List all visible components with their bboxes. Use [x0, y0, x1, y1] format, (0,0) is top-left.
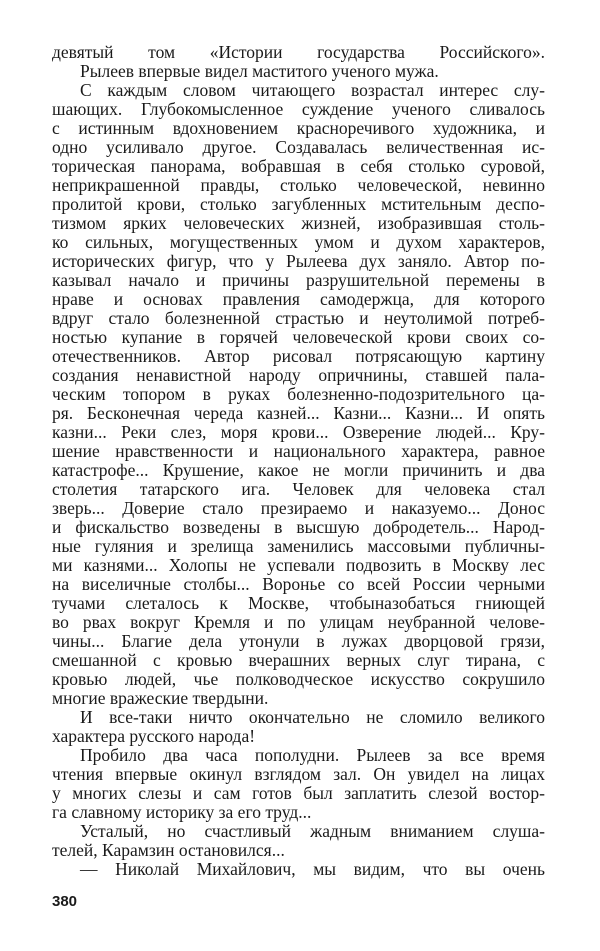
text-line: Пробило два часа пополудни. Рылеев за все время	[80, 745, 545, 765]
text-line: во рвах вокруг Кремля и по улицам неубранной челове-	[52, 612, 545, 632]
text-line: телей, Карамзин остановился...	[52, 840, 285, 860]
text-line: чтения впервые окинул взглядом зал. Он увидел на лицах	[52, 764, 545, 784]
text-line: нраве и основах правления самодержца, для которого	[52, 289, 545, 309]
text-line: вдруг стало болезненной страстью и неутолимой потреб-	[52, 308, 545, 328]
text-line: торическая панорама, вобравшая в себя столько суровой,	[52, 156, 545, 176]
text-line: шение нравственности и национального характера, равное	[52, 441, 545, 461]
text-line: казни... Реки слез, моря крови... Озверение людей... Кру-	[52, 422, 545, 442]
text-line: тизмом ярких человеческих жизней, изобразившая столь-	[52, 213, 545, 233]
text-line: С каждым словом читающего возрастал интерес слу-	[80, 80, 545, 100]
text-line: смешанной с кровью вчерашних верных слуг тирана, с	[52, 650, 545, 670]
text-line: шающих. Глубокомысленное суждение ученого сливалось	[52, 99, 545, 119]
text-line: на виселичные столбы... Воронье со всей России черными	[52, 574, 545, 594]
text-line: и фискальство возведены в высшую добродетель... Народ-	[52, 517, 545, 537]
text-line: И все-таки ничто окончательно не сломило великого	[80, 707, 545, 727]
text-line: ческим топором в руках болезненно-подозрительного ца-	[52, 384, 545, 404]
page-number: 380	[52, 893, 78, 910]
text-line: характера русского народа!	[52, 726, 256, 746]
text-line: столетия татарского ига. Человек для человека стал	[52, 479, 545, 499]
text-line: катастрофе... Крушение, какое не могли причинить и два	[52, 460, 545, 480]
text-line: га славному историку за его труд...	[52, 802, 312, 822]
text-line: одно усиливало другое. Создавалась величественная ис-	[52, 137, 545, 157]
text-line: — Николай Михайлович, мы видим, что вы очень	[80, 859, 545, 879]
text-line: ми казнями... Холопы не успевали подвозить в Москву лес	[52, 555, 545, 575]
text-line: тучами слеталось к Москве, чтобыназобаться гниющей	[52, 593, 545, 613]
text-line: пролитой крови, столько загубленных мстительным деспо-	[52, 194, 545, 214]
text-line: девятый том «Истории государства Российского».	[52, 42, 545, 62]
text-line: исторических фигур, что у Рылеева дух заняло. Автор по-	[52, 251, 545, 271]
text-line: ностью купание в горячей человеческой крови своих со-	[52, 327, 545, 347]
text-line: кровью людей, чье полководческое искусство сокрушило	[52, 669, 545, 689]
text-line: ря. Бесконечная череда казней... Казни... Казни... И опять	[52, 403, 545, 423]
text-line: ко сильных, могущественных умом и духом характеров,	[52, 232, 545, 252]
text-line: неприкрашенной правды, столько человеческой, невинно	[52, 175, 545, 195]
text-line: ные гуляния и зрелища заменились массовыми публичны-	[52, 536, 545, 556]
text-line: казывал начало и причины разрушительной перемены в	[52, 270, 545, 290]
text-line: отечественников. Автор рисовал потрясающую картину	[52, 346, 545, 366]
text-line: создания ненавистной народу опричнины, ставшей пала-	[52, 365, 545, 385]
page-body-text	[52, 43, 545, 879]
text-line: зверь... Доверие стало презираемо и наказуемо... Донос	[52, 498, 545, 518]
text-line: Усталый, но счастливый жадным вниманием слуша-	[80, 821, 545, 841]
text-line: у многих слезы и сам готов был заплатить слезой востор-	[52, 783, 545, 803]
text-line: Рылеев впервые видел маститого ученого мужа.	[80, 61, 439, 81]
text-line: с истинным вдохновением красноречивого художника, и	[52, 118, 545, 138]
text-line: чины... Благие дела утонули в лужах дворцовой грязи,	[52, 631, 545, 651]
text-line: многие вражеские твердыни.	[52, 688, 269, 708]
